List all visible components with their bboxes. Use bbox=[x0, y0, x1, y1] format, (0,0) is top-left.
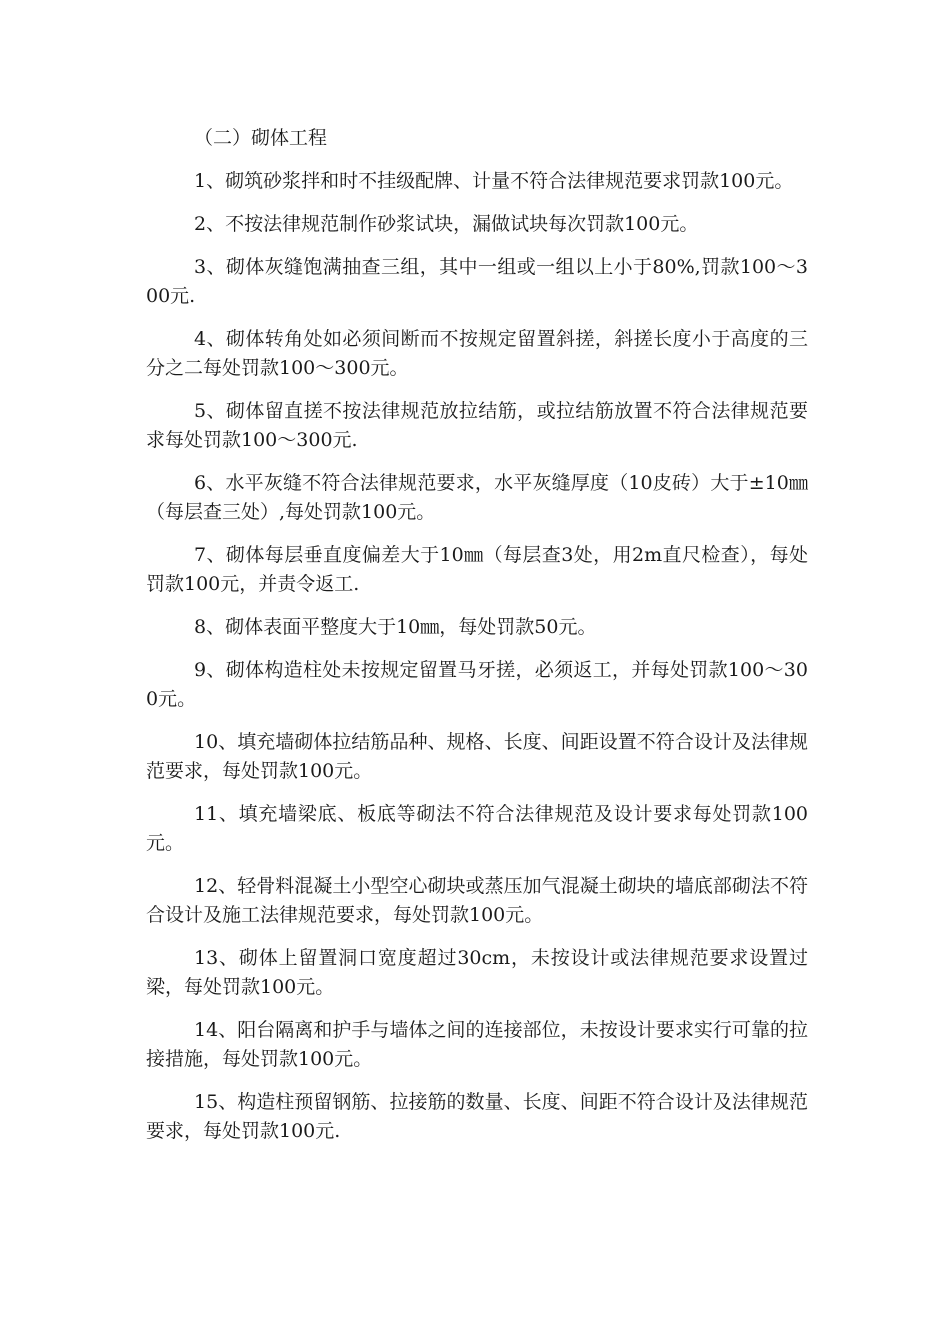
clause-3: 3、砌体灰缝饱满抽查三组，其中一组或一组以上小于80%,罚款100～300元. bbox=[146, 256, 808, 307]
clause-12: 12、轻骨料混凝土小型空心砌块或蒸压加气混凝土砌块的墙底部砌法不符合设计及施工法律规范要求，每处罚款100元。 bbox=[146, 875, 808, 926]
clause-8: 8、砌体表面平整度大于10㎜，每处罚款50元。 bbox=[194, 616, 597, 638]
clause-10: 10、填充墙砌体拉结筋品种、规格、长度、间距设置不符合设计及法律规范要求，每处罚款100元。 bbox=[146, 731, 808, 782]
clause-6: 6、水平灰缝不符合法律规范要求，水平灰缝厚度（10皮砖）大于±10㎜（每层查三处）,每处罚款100元。 bbox=[146, 472, 808, 523]
clause-7: 7、砌体每层垂直度偏差大于10㎜（每层查3处，用2m直尺检查），每处罚款100元，并责令返工. bbox=[146, 544, 808, 595]
clause-15: 15、构造柱预留钢筋、拉接筋的数量、长度、间距不符合设计及法律规范要求，每处罚款100元. bbox=[146, 1091, 808, 1142]
clause-4: 4、砌体转角处如必须间断而不按规定留置斜搓，斜搓长度小于高度的三分之二每处罚款100～300元。 bbox=[146, 328, 808, 379]
clause-2: 2、不按法律规范制作砂浆试块，漏做试块每次罚款100元。 bbox=[194, 213, 699, 235]
clause-1: 1、砌筑砂浆拌和时不挂级配牌、计量不符合法律规范要求罚款100元。 bbox=[194, 170, 794, 192]
clause-9: 9、砌体构造柱处未按规定留置马牙搓，必须返工，并每处罚款100～300元。 bbox=[146, 659, 808, 710]
clause-13: 13、砌体上留置洞口宽度超过30cm，未按设计或法律规范要求设置过梁，每处罚款100元。 bbox=[146, 947, 808, 998]
clause-11: 11、填充墙梁底、板底等砌法不符合法律规范及设计要求每处罚款100元。 bbox=[146, 803, 808, 854]
document-page bbox=[146, 124, 808, 1160]
clause-14: 14、阳台隔离和护手与墙体之间的连接部位，未按设计要求实行可靠的拉接措施，每处罚款100元。 bbox=[146, 1019, 808, 1070]
clause-5: 5、砌体留直搓不按法律规范放拉结筋，或拉结筋放置不符合法律规范要求每处罚款100～300元. bbox=[146, 400, 808, 451]
section-title: （二）砌体工程 bbox=[194, 127, 328, 149]
